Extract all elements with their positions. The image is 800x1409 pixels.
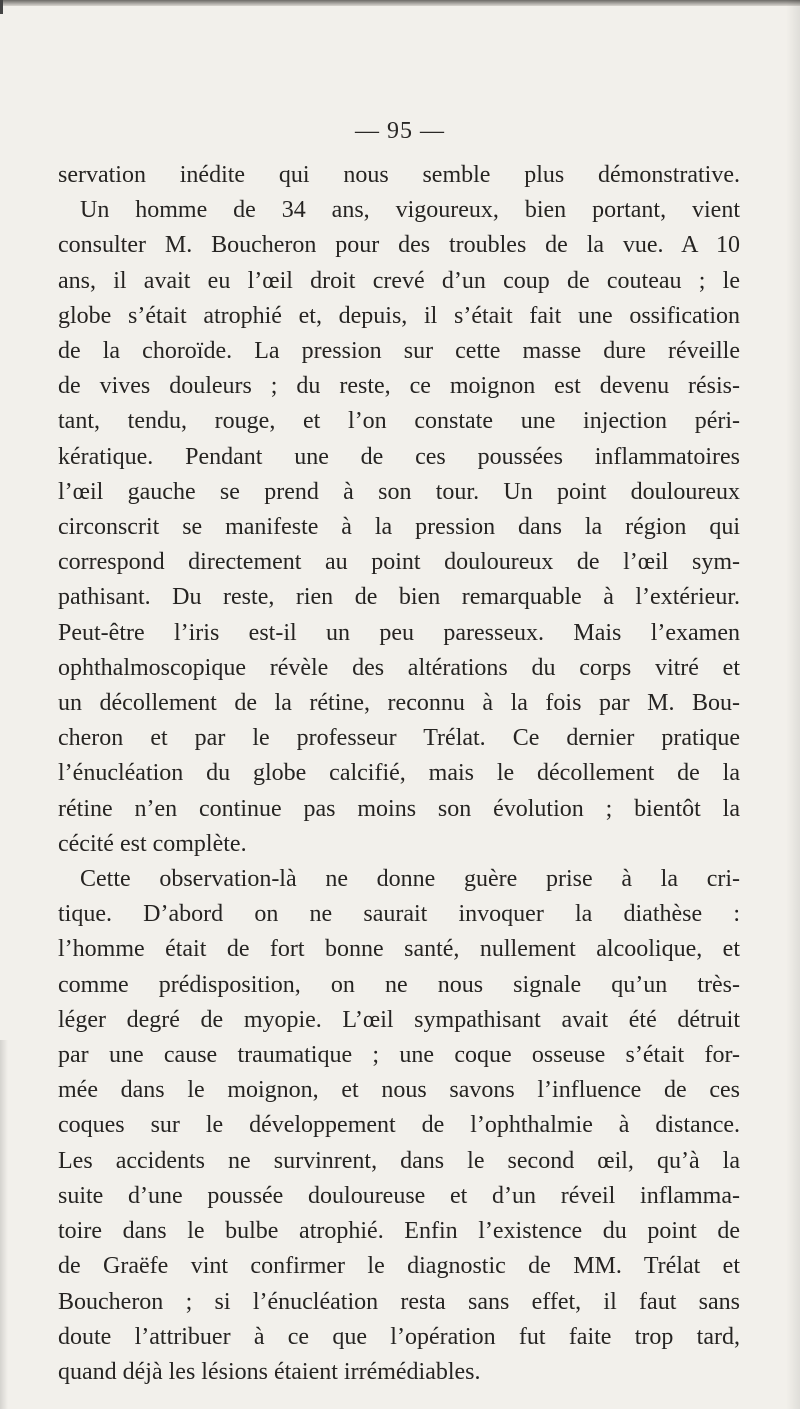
page-edge-shadow — [0, 1040, 8, 1409]
text-line: coques sur le développement de l’ophthalmie à distance. — [58, 1112, 740, 1139]
text-line: consulter M. Boucheron pour des troubles de la vue. A 10 — [58, 232, 740, 259]
text-line: cécité est complète. — [58, 830, 247, 857]
text-line: Boucheron ; si l’énucléation resta sans effet, il faut sans — [58, 1288, 740, 1315]
text-line: quand déjà les lésions étaient irrémédiables. — [58, 1358, 481, 1385]
text-line: l’œil gauche se prend à son tour. Un point douloureux — [58, 478, 740, 505]
text-line: ophthalmoscopique révèle des altérations du corps vitré et — [58, 654, 740, 681]
text-line: de vives douleurs ; du reste, ce moignon est devenu résis- — [58, 373, 740, 400]
page-number: — 95 — — [355, 118, 445, 144]
page-gutter-shadow — [786, 0, 800, 1409]
text-line: de la choroïde. La pression sur cette masse dure réveille — [58, 338, 740, 365]
text-line: ans, il avait eu l’œil droit crevé d’un coup de couteau ; le — [58, 267, 740, 294]
text-line: l’homme était de fort bonne santé, nullement alcoolique, et — [58, 936, 740, 963]
text-line: servation inédite qui nous semble plus démonstrative. — [58, 162, 740, 188]
text-line: kératique. Pendant une de ces poussées inflammatoires — [58, 443, 740, 470]
text-line: Les accidents ne survinrent, dans le second œil, qu’à la — [58, 1147, 740, 1174]
page-top-edge — [0, 0, 800, 6]
page-corner-mark — [0, 0, 3, 14]
text-line: Un homme de 34 ans, vigoureux, bien portant, vient — [80, 197, 740, 224]
text-line: de Graëfe vint confirmer le diagnostic de MM. Trélat et — [58, 1253, 740, 1280]
text-line: mée dans le moignon, et nous savons l’influence de ces — [58, 1077, 740, 1104]
text-line: cheron et par le professeur Trélat. Ce dernier pratique — [58, 725, 740, 752]
text-line: rétine n’en continue pas moins son évolution ; bientôt la — [58, 795, 740, 822]
text-line: tique. D’abord on ne saurait invoquer la diathèse : — [58, 901, 740, 928]
text-line: correspond directement au point douloureux de l’œil sym- — [58, 549, 740, 576]
text-line: toire dans le bulbe atrophié. Enfin l’existence du point de — [58, 1218, 740, 1245]
text-line: Peut-être l’iris est-il un peu paresseux. Mais l’examen — [58, 619, 740, 646]
text-line: un décollement de la rétine, reconnu à la fois par M. Bou- — [58, 690, 740, 717]
text-line: doute l’attribuer à ce que l’opération fut faite trop tard, — [58, 1323, 740, 1350]
text-line: pathisant. Du reste, rien de bien remarquable à l’extérieur. — [58, 584, 740, 611]
text-line: circonscrit se manifeste à la pression dans la région qui — [58, 514, 740, 541]
text-line: léger degré de myopie. L’œil sympathisant avait été détruit — [58, 1006, 740, 1033]
text-line: comme prédisposition, on ne nous signale qu’un très- — [58, 971, 740, 998]
text-line: tant, tendu, rouge, et l’on constate une injection péri- — [58, 408, 740, 435]
paragraph-2 — [58, 862, 740, 1390]
paragraph-1 — [58, 158, 740, 862]
text-line: globe s’était atrophié et, depuis, il s’était fait une ossification — [58, 302, 740, 329]
body-text — [58, 158, 740, 1390]
text-line: suite d’une poussée douloureuse et d’un réveil inflamma- — [58, 1182, 740, 1209]
text-line: par une cause traumatique ; une coque osseuse s’était for- — [58, 1042, 740, 1069]
text-line: Cette observation-là ne donne guère prise à la cri- — [80, 866, 740, 893]
text-line: l’énucléation du globe calcifié, mais le décollement de la — [58, 760, 740, 787]
